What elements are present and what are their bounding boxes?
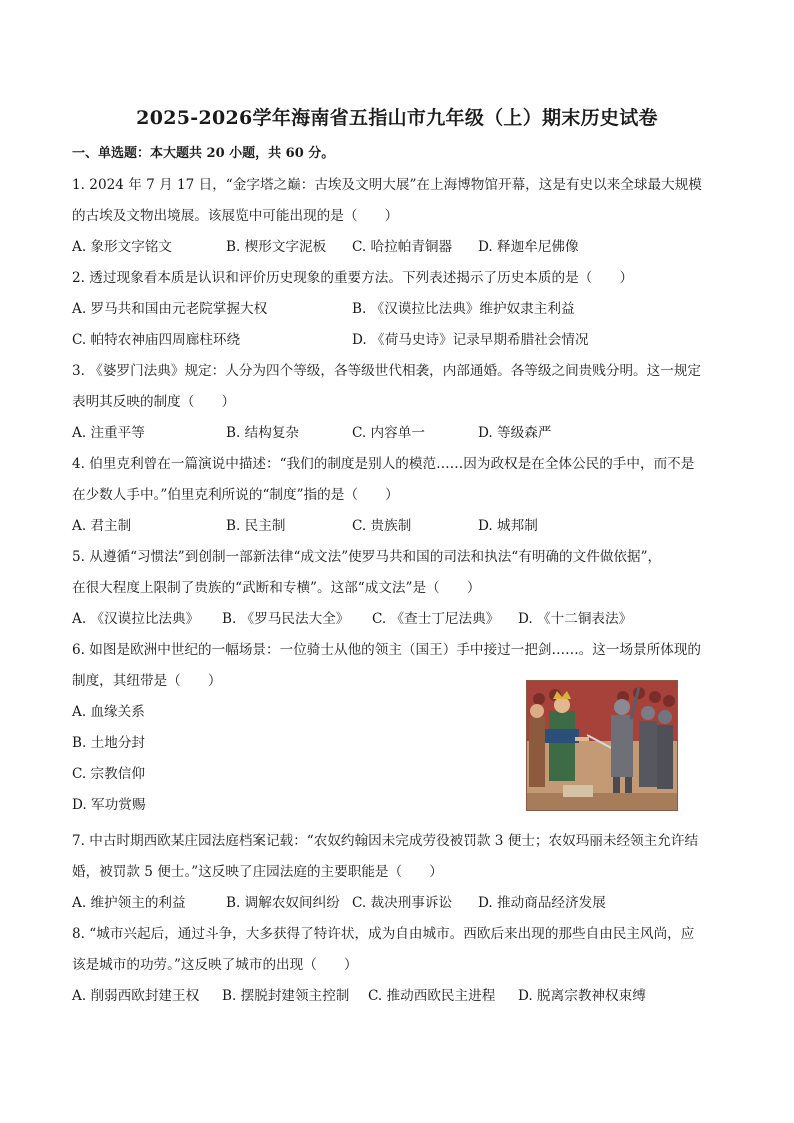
page-title: 2025-2026学年海南省五指山市九年级（上）期末历史试卷 [136,107,658,129]
question-7-line-2: 婚，被罚款 5 便士。”这反映了庄园法庭的主要职能是（ ） [72,864,443,880]
question-3-line-1: 3. 《婆罗门法典》规定：人分为四个等级，各等级世代相袭，内部通婚。各等级之间贵贱分明。这一规定 [72,363,702,379]
question-8-line-1: 8. “城市兴起后，通过斗争，大多获得了特许状，成为自由城市。西欧后来出现的那些自由民主风尚，应 [72,926,695,942]
question-1-option-b: B. 楔形文字泥板 [226,239,327,255]
question-2-option-c: C. 帕特农神庙四周廊柱环绕 [72,332,241,348]
question-4-line-1: 4. 伯里克利曾在一篇演说中描述：“我们的制度是别人的模范……因为政权是在全体公民的手中，而不是 [72,456,695,472]
question-6-line-2: 制度，其纽带是（ ） [72,673,222,689]
question-1-line-2: 的古埃及文物出境展。该展览中可能出现的是（ ） [72,208,399,224]
question-6-option-d: D. 军功赏赐 [72,797,146,813]
question-7-option-a: A. 维护领主的利益 [72,895,186,911]
question-2-option-d: D. 《荷马史诗》记录早期希腊社会情况 [352,332,589,348]
question-6-option-c: C. 宗教信仰 [72,766,145,782]
question-5-line-2: 在很大程度上限制了贵族的“武断和专横”。这部“成文法”是（ ） [72,580,481,596]
question-5-option-c: C. 《查士丁尼法典》 [372,611,500,627]
question-3-option-b: B. 结构复杂 [226,425,300,441]
question-4-option-b: B. 民主制 [226,518,286,534]
question-1-option-c: C. 哈拉帕青铜器 [352,239,453,255]
question-8-option-a: A. 削弱西欧封建王权 [72,988,200,1004]
question-5-option-d: D. 《十二铜表法》 [518,611,633,627]
question-8-line-2: 该是城市的功劳。”这反映了城市的出现（ ） [72,957,358,973]
question-4-option-d: D. 城邦制 [478,518,538,534]
question-7-option-c: C. 裁决刑事诉讼 [352,895,453,911]
question-3-option-c: C. 内容单一 [352,425,425,441]
question-3-option-a: A. 注重平等 [72,425,145,441]
question-4-option-a: A. 君主制 [72,518,132,534]
question-3-line-2: 表明其反映的制度（ ） [72,394,236,410]
question-4-line-2: 在少数人手中。”伯里克利所说的“制度”指的是（ ） [72,487,399,503]
question-1-line-1: 1. 2024 年 7 月 17 日，“金字塔之巅：古埃及文明大展”在上海博物馆开幕，这是有史以来全球最大规模 [72,177,702,193]
question-4-option-c: C. 贵族制 [352,518,412,534]
question-5-line-1: 5. 从遵循“习惯法”到创制一部新法律“成文法”使罗马共和国的司法和执法“有明确的文件做依据”， [72,549,662,565]
question-3-option-d: D. 等级森严 [478,425,552,441]
question-2-line-1: 2. 透过现象看本质是认识和评价历史现象的重要方法。下列表述揭示了历史本质的是（ ） [72,270,634,286]
question-8-option-b: B. 摆脱封建领主控制 [222,988,350,1004]
knight-scene-image [527,681,677,810]
question-6-option-a: A. 血缘关系 [72,704,145,720]
question-7-line-1: 7. 中古时期西欧某庄园法庭档案记载：“农奴约翰因未完成劳役被罚款 3 便士；农奴玛丽未经领主允许结 [72,833,699,849]
question-1-option-d: D. 释迦牟尼佛像 [478,239,579,255]
question-7-option-b: B. 调解农奴间纠纷 [226,895,340,911]
question-2-option-b: B. 《汉谟拉比法典》维护奴隶主利益 [352,301,575,317]
question-6-line-1: 6. 如图是欧洲中世纪的一幅场景：一位骑士从他的领主（国王）手中接过一把剑……。这一场景所体现的 [72,642,702,658]
section-heading: 一、单选题：本大题共 20 小题，共 60 分。 [72,146,335,161]
question-7-option-d: D. 推动商品经济发展 [478,895,606,911]
question-5-option-a: A. 《汉谟拉比法典》 [72,611,200,627]
question-8-option-c: C. 推动西欧民主进程 [368,988,496,1004]
question-1-option-a: A. 象形文字铭文 [72,239,173,255]
question-6-option-b: B. 土地分封 [72,735,146,751]
medieval-knight-illustration [526,680,678,811]
question-8-option-d: D. 脱离宗教神权束缚 [518,988,646,1004]
question-5-option-b: B. 《罗马民法大全》 [222,611,350,627]
question-2-option-a: A. 罗马共和国由元老院掌握大权 [72,301,268,317]
